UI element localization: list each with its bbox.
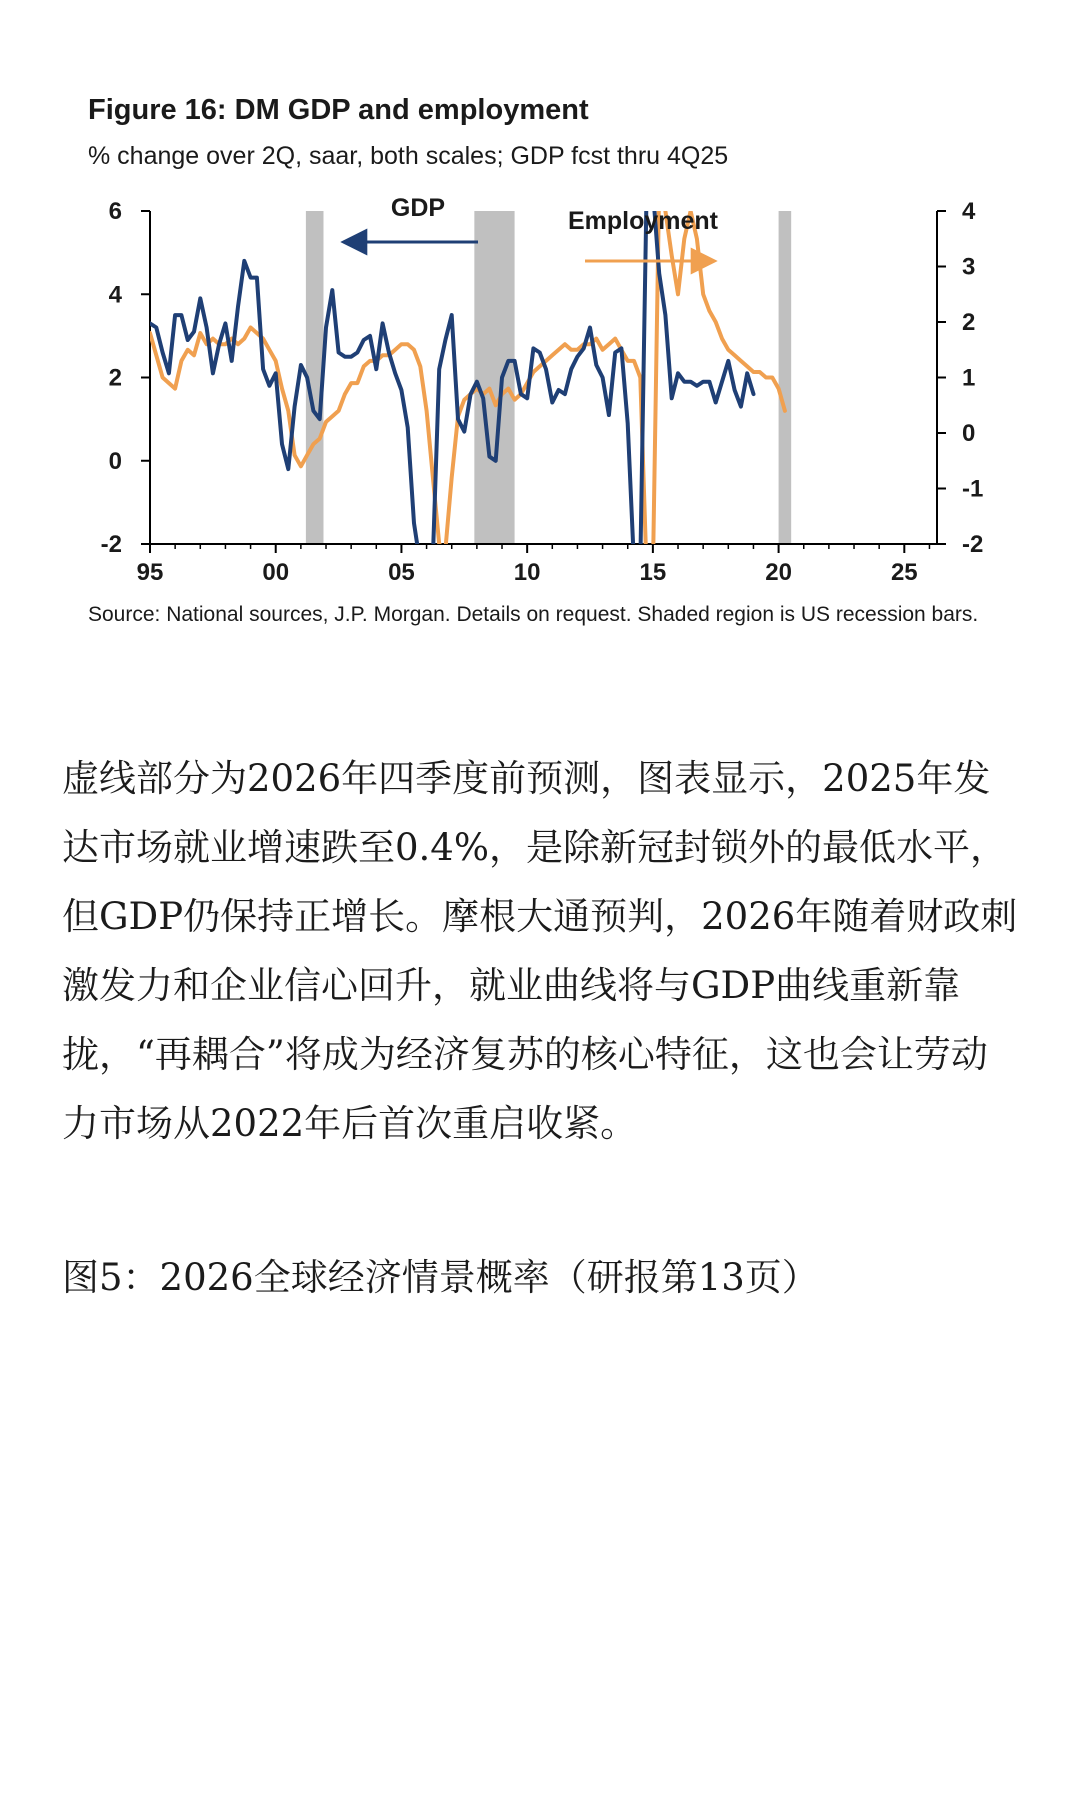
article-body: 虚线部分为2026年四季度前预测，图表显示，2025年发达市场就业增速跌至0.4%，是除新冠封锁外的最低水平，但GDP仍保持正增长。摩根大通预判，2026年随着财政刺激发力和企业信心回升，就业曲线将与GDP曲线重新靠拢，“再耦合”将成为经济复苏的核心特征，这也会让劳动力市场从2022年后首次重启收紧。 bbox=[62, 757, 1018, 1145]
gdp-annotation: GDP bbox=[390, 194, 446, 222]
left-tick-label: 2 bbox=[108, 364, 122, 392]
x-tick-label: 25 bbox=[890, 559, 918, 586]
right-tick-label: 1 bbox=[962, 364, 976, 392]
left-tick-label: 4 bbox=[108, 281, 122, 309]
left-tick-label: 0 bbox=[108, 447, 122, 475]
x-tick-label: 15 bbox=[639, 559, 667, 586]
x-tick-label: 20 bbox=[765, 559, 792, 586]
right-tick-label: 4 bbox=[962, 198, 976, 225]
employment-annotation: Employment bbox=[567, 207, 719, 235]
x-tick-label: 00 bbox=[262, 559, 290, 586]
right-tick-label: 0 bbox=[962, 420, 976, 447]
right-tick-label: -2 bbox=[962, 531, 984, 558]
chart-axes bbox=[101, 198, 984, 586]
x-tick-label: 10 bbox=[513, 559, 541, 586]
right-tick-label: -1 bbox=[962, 475, 984, 503]
gdp-employment-chart bbox=[0, 180, 1080, 590]
recession-bar-2 bbox=[474, 211, 514, 544]
chart-source: Source: National sources, J.P. Morgan. Details on request. Shaded region is US recession bars. bbox=[88, 603, 979, 626]
x-tick-label: 05 bbox=[388, 559, 415, 586]
chart-title: Figure 16: DM GDP and employment bbox=[88, 94, 589, 126]
right-tick-label: 3 bbox=[962, 253, 976, 281]
left-tick-label: -2 bbox=[100, 531, 122, 558]
recession-bar-3 bbox=[779, 211, 792, 544]
gdp-line bbox=[150, 190, 754, 565]
left-tick-label: 6 bbox=[108, 198, 122, 225]
next-figure-caption: 图5：2026全球经济情景概率（研报第13页） bbox=[62, 1256, 819, 1299]
chart-annotations bbox=[343, 194, 719, 261]
chart-subtitle: % change over 2Q, saar, both scales; GDP fcst thru 4Q25 bbox=[88, 142, 729, 170]
right-tick-label: 2 bbox=[962, 309, 976, 336]
x-tick-label: 95 bbox=[136, 559, 164, 586]
